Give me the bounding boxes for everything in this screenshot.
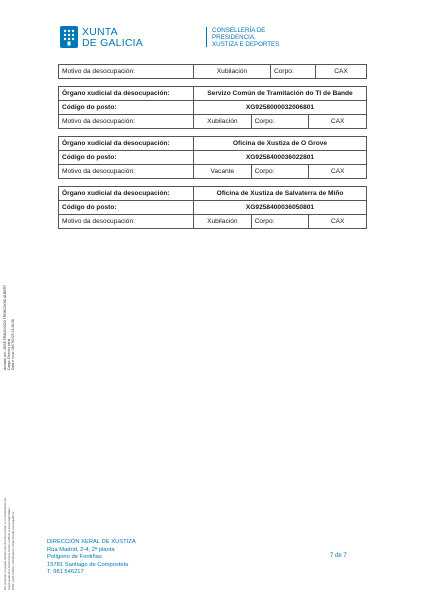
corpo-label: Corpo: [271, 65, 316, 79]
signature-role: Cargo: Director xeral [7, 338, 11, 370]
corpo-label: Corpo: [251, 215, 309, 229]
verification-line2: copia auténtica electrónica. Pode verificar a súa integridade. [7, 507, 11, 590]
organo-label: Órgano xudicial da desocupación: [59, 187, 194, 201]
organo-label: Órgano xudicial da desocupación: [59, 87, 194, 101]
motivo-label: Motivo da desocupación: [59, 165, 194, 179]
codigo-label: Código do posto: [59, 101, 194, 115]
xunta-logo-icon [60, 26, 78, 48]
vacancy-tables [58, 64, 367, 236]
dept-line3: XUSTIZA E DEPORTES [212, 41, 280, 49]
xunta-wordmark [82, 27, 143, 48]
footer-street: Rúa Madrid, 2-4, 2ª planta [47, 546, 115, 553]
table-row [59, 187, 367, 201]
dept-line2: PRESIDENCIA, [212, 34, 256, 42]
dept-line1: CONSELLERÍA DE [212, 27, 266, 34]
verification-line3: CVE: pre/LiVOW | Verificación: https://sede.xunta.gal/cve [11, 511, 15, 590]
corpo-label: Corpo: [251, 165, 309, 179]
footer-phone: T. 981 546217 [47, 569, 84, 576]
footer-office: DIRECCIÓN XERAL DE XUSTIZA [47, 539, 136, 545]
motivo-value: Vacante [194, 165, 252, 179]
motivo-label: Motivo da desocupación: [59, 115, 194, 129]
page-number: 7 de 7 [330, 553, 347, 559]
table-row [59, 151, 367, 165]
department-name [212, 27, 279, 49]
page-header [60, 26, 360, 50]
signature-stamp [3, 280, 13, 370]
vacancy-table [58, 186, 367, 229]
table-row [59, 115, 367, 129]
verification-note [3, 480, 17, 590]
footer-area: Polígono de Fontiñas [47, 554, 102, 561]
signature-date: Data e hora: 08/07/2025 13:36:38 [11, 319, 15, 370]
table-row [59, 215, 367, 229]
codigo-value: XG9258400036022801 [194, 151, 367, 165]
corpo-value: CAX [309, 215, 367, 229]
logo-line2: DE GALICIA [82, 36, 143, 49]
motivo-label: Motivo da desocupación: [59, 215, 194, 229]
corpo-value: CAX [309, 165, 367, 179]
table-row [59, 201, 367, 215]
organo-value: Oficina de Xustiza de Salvaterra de Miño [194, 187, 367, 201]
footer-city: 15781 Santiago de Compostela [47, 561, 129, 568]
table-row [59, 87, 367, 101]
organo-value: Servizo Común de Tramitación do TI de Bande [194, 87, 367, 101]
motivo-value: Xubilación [194, 215, 252, 229]
table-row [59, 65, 367, 79]
header-divider [206, 27, 207, 47]
verification-line1: Os orixinais en papel destes documentos teñen a consideración de [3, 497, 7, 590]
codigo-label: Código do posto: [59, 151, 194, 165]
codigo-value: XG9258000032006801 [194, 101, 367, 115]
motivo-value: Xubilación [194, 115, 252, 129]
motivo-label: Motivo da desocupación: [59, 65, 194, 79]
vacancy-table [58, 86, 367, 129]
signature-signer: Asinado por: JOSÉ FRANCISCO TRONCHONI ALBERT [3, 284, 7, 370]
table-row [59, 165, 367, 179]
organo-value: Oficina de Xustiza de O Grove [194, 137, 367, 151]
logo-line1: XUNTA [82, 26, 118, 38]
corpo-label: Corpo: [251, 115, 309, 129]
table-row [59, 137, 367, 151]
corpo-value: CAX [309, 115, 367, 129]
organo-label: Órgano xudicial da desocupación: [59, 137, 194, 151]
codigo-label: Código do posto: [59, 201, 194, 215]
motivo-value: Xubilación [194, 65, 271, 79]
continuation-table [58, 64, 367, 79]
corpo-value: CAX [316, 65, 367, 79]
table-row [59, 101, 367, 115]
codigo-value: XG9258400036050801 [194, 201, 367, 215]
vacancy-table [58, 136, 367, 179]
page-footer [47, 539, 136, 577]
